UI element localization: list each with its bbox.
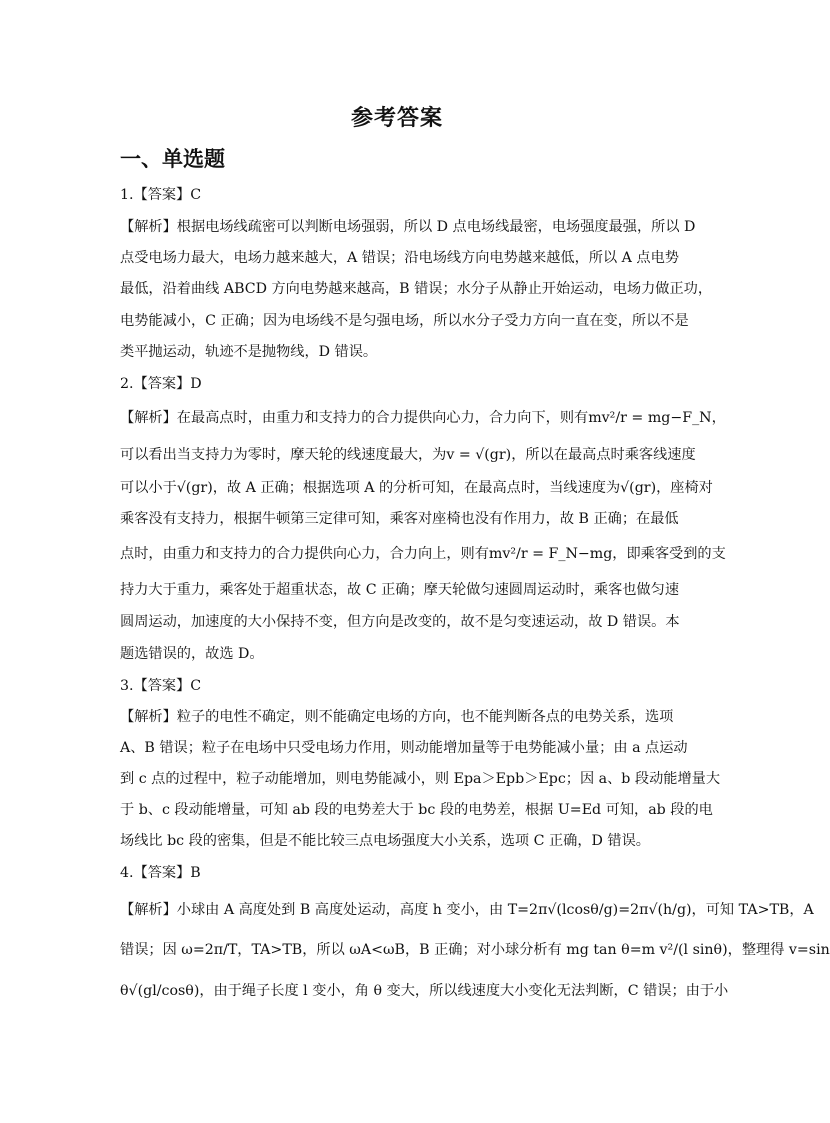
question-2-explanation-line-8: 题选错误的，故选 D。 (120, 646, 264, 662)
question-1-explanation-line-5: 类平抛运动，轨迹不是抛物线，D 错误。 (120, 344, 378, 360)
question-3-answer: 3.【答案】C (120, 678, 202, 694)
question-3-explanation-line-5: 场线比 bc 段的密集，但是不能比较三点电场强度大小关系，选项 C 正确，D 错误。 (120, 833, 650, 849)
question-1-answer: 1.【答案】C (120, 187, 202, 203)
question-2-explanation-line-1: 【解析】在最高点时，由重力和支持力的合力提供向心力，合力向下，则有mv²/r = mg−F_N， (120, 410, 726, 426)
question-1-explanation-line-3: 最低，沿着曲线 ABCD 方向电势越来越高，B 错误；水分子从静止开始运动，电场力做正功， (120, 281, 713, 297)
question-1-explanation-line-1: 【解析】根据电场线疏密可以判断电场强弱，所以 D 点电场线最密，电场强度最强，所以 D (120, 219, 696, 235)
question-3-explanation-line-4: 于 b、c 段动能增量，可知 ab 段的电势差大于 bc 段的电势差，根据 U=Ed 可知，ab 段的电 (120, 802, 713, 818)
question-2-explanation-line-5: 点时，由重力和支持力的合力提供向心力，合力向上，则有mv²/r = F_N−mg，即乘客受到的支 (120, 546, 726, 562)
question-2-explanation-line-3: 可以小于√(gr)，故 A 正确；根据选项 A 的分析可知，在最高点时，当线速度为√(gr)，座椅对 (120, 480, 713, 496)
question-2-explanation-line-2: 可以看出当支持力为零时，摩天轮的线速度最大，为v = √(gr)，所以在最高点时乘客线速度 (120, 447, 696, 463)
question-4-explanation-line-2: 错误；因 ω=2π/T，TA>TB，所以 ωA<ωB，B 正确；对小球分析有 mg tan θ=m v²/(l sinθ)，整理得 v=sin (120, 942, 830, 958)
question-4-answer: 4.【答案】B (120, 865, 201, 881)
question-2-explanation-line-6: 持力大于重力，乘客处于超重状态，故 C 正确；摩天轮做匀速圆周运动时，乘客也做匀速 (120, 582, 680, 598)
question-2-answer: 2.【答案】D (120, 376, 202, 392)
question-4-explanation-line-1: 【解析】小球由 A 高度处到 B 高度处运动，高度 h 变小，由 T=2π√(lcosθ/g)=2π√(h/g)，可知 TA>TB，A (120, 902, 814, 918)
question-3-explanation-line-1: 【解析】粒子的电性不确定，则不能确定电场的方向，也不能判断各点的电势关系，选项 (120, 709, 674, 725)
question-4-explanation-line-3: θ√(gl/cosθ)，由于绳子长度 l 变小，角 θ 变大，所以线速度大小变化无法判断，C 错误；由于小 (120, 983, 729, 999)
question-2-explanation-line-7: 圆周运动，加速度的大小保持不变，但方向是改变的，故不是匀变速运动，故 D 错误。本 (120, 614, 680, 630)
page-title: 参考答案 (350, 105, 443, 131)
question-2-explanation-line-4: 乘客没有支持力，根据牛顿第三定律可知，乘客对座椅也没有作用力，故 B 正确；在最低 (120, 511, 679, 527)
question-1-explanation-line-4: 电势能减小，C 正确；因为电场线不是匀强电场，所以水分子受力方向一直在变，所以不是 (120, 313, 689, 329)
question-3-explanation-line-2: A、B 错误；粒子在电场中只受电场力作用，则动能增加量等于电势能减小量；由 a 点运动 (120, 740, 688, 756)
question-3-explanation-line-3: 到 c 点的过程中，粒子动能增加，则电势能减小，则 Epa＞Epb＞Epc；因 a、b 段动能增量大 (120, 771, 721, 787)
section-heading: 一、单选题 (120, 146, 225, 171)
question-1-explanation-line-2: 点受电场力最大，电场力越来越大，A 错误；沿电场线方向电势越来越低，所以 A 点电势 (120, 250, 679, 266)
